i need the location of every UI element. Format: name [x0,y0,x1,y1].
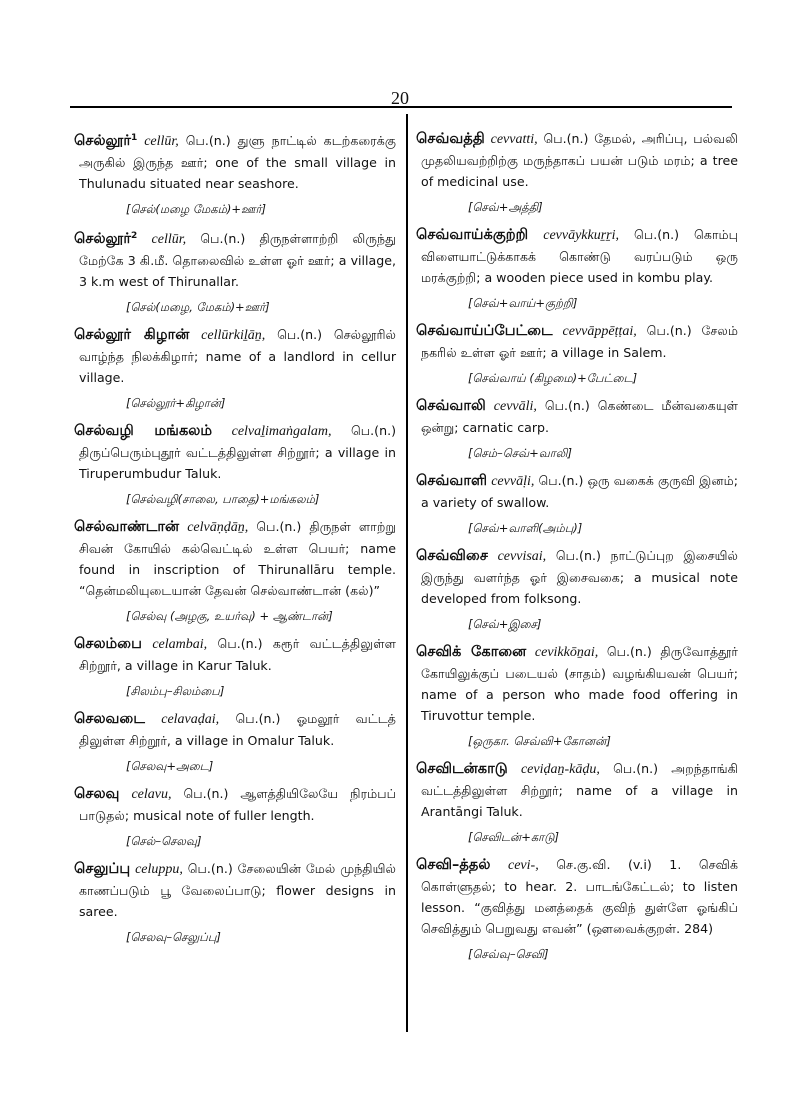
headword: செவ்வாய்ப்பேட்டை [416,322,553,339]
definition: பெ.(n.) செல்லூரில் வாழ்ந்த நிலக்கிழார்; name of a landlord in cellur village. [79,327,396,386]
etymology: [செவ்+இசை] [468,617,542,631]
headword: செலுப்பு [74,860,131,878]
transliteration: cevvāykkuṟṟi, [543,228,620,243]
etymology: [செல்(மழை, மேகம்)+ஊர்] [126,300,270,315]
transliteration: celavu, [131,787,172,803]
dictionary-entry [416,641,738,750]
transliteration: celvāṇḍāṉ, [187,520,249,536]
definition: பெ.(n.) ஓமலூர் வட்டத் திலுள்ள சிற்றூர், a village in Omalur Taluk. [79,711,396,749]
headword: செவ்விசை [416,547,488,564]
dictionary-entry [416,545,738,633]
transliteration: cevvāḷi, [491,474,535,489]
definition: பெ.(n.) திருவோத்தூர் கோயிலுக்குப் படையல் (சாதம்) வழங்கியவன் பெயர்; name of a person who made food offering in Tiruvottur temple. [421,644,738,723]
etymology: [சிலம்பு–சிலம்பை] [126,684,225,699]
etymology: [செலவு–செலுப்பு] [126,930,221,945]
etymology: [செவ்வாய் (கிழமை)+பேட்டை] [468,371,638,385]
transliteration: ceviḍaṉ-kāḍu, [520,762,600,777]
dictionary-entry [74,783,396,850]
definition: பெ.(n.) தேமல், அரிப்பு, பல்வலி முதலியவற்றிற்கு மருந்தாகப் பயன் படும் மரம்; a tree of medicinal use. [421,131,738,189]
dictionary-entry [74,708,396,775]
transliteration: celambai, [152,637,208,653]
etymology: [செவ்வு–செவி] [468,947,549,961]
etymology: [செல்வு (அழகு, உயர்வு) + ஆண்டான்] [126,609,333,624]
etymology: [செல்லூர்+கிழான்] [126,396,226,411]
etymology: [செலவு+அடை] [126,759,214,774]
dictionary-entry [74,858,396,946]
transliteration: cevi-, [508,858,539,873]
headword: செல்லூர் [74,230,132,248]
transliteration: cellūrkiḻāṉ, [201,328,266,344]
headword: செல்லூர் [74,132,132,150]
transliteration: celuppu, [135,862,183,878]
dictionary-entry [416,320,738,387]
dictionary-entry [74,324,396,412]
definition: பெ.(n.) சேலம் நகரில் உள்ள ஓர் ஊர்; a village in Salem. [421,323,738,360]
definition: பெ.(n.) திருப்பெரும்புதூர் வட்டத்திலுள்ள சிற்றூர்; a village in Tiruperumbudur Taluk. [79,423,396,482]
transliteration: cevvāppēṭṭai, [562,324,637,339]
etymology: [செல்–செலவு] [126,834,202,849]
dictionary-entry [416,128,738,216]
dictionary-entry [416,395,738,462]
headword: செலவடை [74,710,145,728]
etymology: [செவ்+வாளி(அம்பு)] [468,521,583,535]
headword: செவிக் கோனை [416,643,527,660]
dictionary-entry [416,470,738,537]
transliteration: cevvisai, [497,549,547,564]
definition: பெ.(n.) சேலையின் மேல் முந்தியில் காணப்படும் பூ வேலைப்பாடு; flower designs in saree. [79,861,396,920]
transliteration: cellūr, [151,232,187,248]
definition: பெ.(n.) ஒரு வகைக் குருவி இனம்; a variety of swallow. [421,473,738,510]
headword: செலம்பை [74,635,142,653]
headword: செவி–த்தல் [416,856,491,873]
dictionary-entry [74,633,396,700]
dictionary-entry [416,758,738,846]
transliteration: celavaḍai, [161,712,220,728]
headword: செல்லூர் கிழான் [74,326,190,344]
headword: செவ்வாலி [416,397,486,414]
column-divider [406,114,408,1032]
transliteration: cevikkōṉai, [534,645,599,660]
right-column [416,128,738,971]
dictionary-entry [74,420,396,508]
headword: செவ்வாய்க்குற்றி [416,226,529,243]
definition: செ.கு.வி. (v.i) 1. செவிக் கொள்ளுதல்; to hear. 2. பாடங்கேட்டல்; to listen lesson. “குவித்து மனத்தைக் குவிந் துள்ளே ஓங்கிப் செவித்தும் பெறுவது எவன்” (ஔவைக்குறள். 284) [421,857,738,936]
etymology: [செவிடன்+காடு] [468,830,559,844]
etymology: [செவ்+அத்தி] [468,200,543,214]
headword: செலவு [74,785,120,803]
transliteration: cellūr, [144,134,179,150]
etymology: [செம்–செவ்+வாலி] [468,446,572,460]
definition: பெ.(n.) திருநள்ளாற்றி லிருந்து மேற்கே 3 கி.மீ. தொலைவில் உள்ள ஓர் ஊர்; a village, 3 k.m west of Thirunallar. [79,231,396,290]
etymology: [செல்(மழை மேகம்)+ஊர்] [126,202,267,217]
page-number: 20 [391,88,409,108]
etymology: [செல்வழி(சாலை, பாதை)+மங்கலம்] [126,492,320,507]
transliteration: celvaḻimaṅgalam, [231,424,332,440]
headword: செல்வாண்டான் [74,518,180,536]
etymology: [ஒருகா. செவ்வி+கோனன்] [468,734,611,748]
left-column [74,128,396,954]
transliteration: cevvatti, [490,132,538,147]
headword-sup: 2 [131,231,138,242]
etymology: [செவ்+வாய்+குற்றி] [468,296,578,310]
dictionary-entry [416,224,738,312]
headword: செவ்வத்தி [416,130,485,147]
definition: பெ.(n.) அறந்தாங்கி வட்டத்திலுள்ள சிற்றூர்; name of a village in Arantāngi Taluk. [421,761,738,819]
definition: பெ.(n.) துளு நாட்டில் கடற்கரைக்கு அருகில் இருந்த ஊர்; one of the small village in Thulunadu situated near seashore. [79,133,396,192]
dictionary-entry [74,128,396,218]
definition: பெ.(n.) நாட்டுப்புற இசையில் இருந்து வளர்ந்த ஓர் இசைவகை; a musical note developed from folksong. [421,548,738,606]
definition: பெ.(n.) கெண்டை மீன்வகையுள் ஒன்று; carnatic carp. [421,398,738,435]
header-rule [70,106,732,108]
definition: பெ.(n.) ஆளத்தியிலேயே நிரம்பப் பாடுதல்; musical note of fuller length. [79,786,396,824]
definition: பெ.(n.) திருநள் ளாற்று சிவன் கோயில் கல்வெட்டில் உள்ள பெயர்; name found in inscription of Thirunallāru temple. “தென்மலியுடையான் தேவன் செல்வாண்டான் (கல்)” [79,519,396,599]
headword-sup: 1 [131,133,138,143]
definition: பெ.(n.) கரூர் வட்டத்திலுள்ள சிற்றூர், a village in Karur Taluk. [79,636,396,674]
transliteration: cevvāli, [493,399,537,414]
dictionary-entry [416,854,738,963]
dictionary-entry [74,516,396,625]
headword: செவ்வாளி [416,472,488,489]
headword: செல்வழி மங்கலம் [74,422,213,440]
headword: செவிடன்காடு [416,760,508,777]
definition: பெ.(n.) கொம்பு விளையாட்டுக்காகக் கொண்டு வரப்படும் ஒரு மரக்குற்றி; a wooden piece used in kombu play. [421,227,738,285]
dictionary-entry [74,226,396,316]
